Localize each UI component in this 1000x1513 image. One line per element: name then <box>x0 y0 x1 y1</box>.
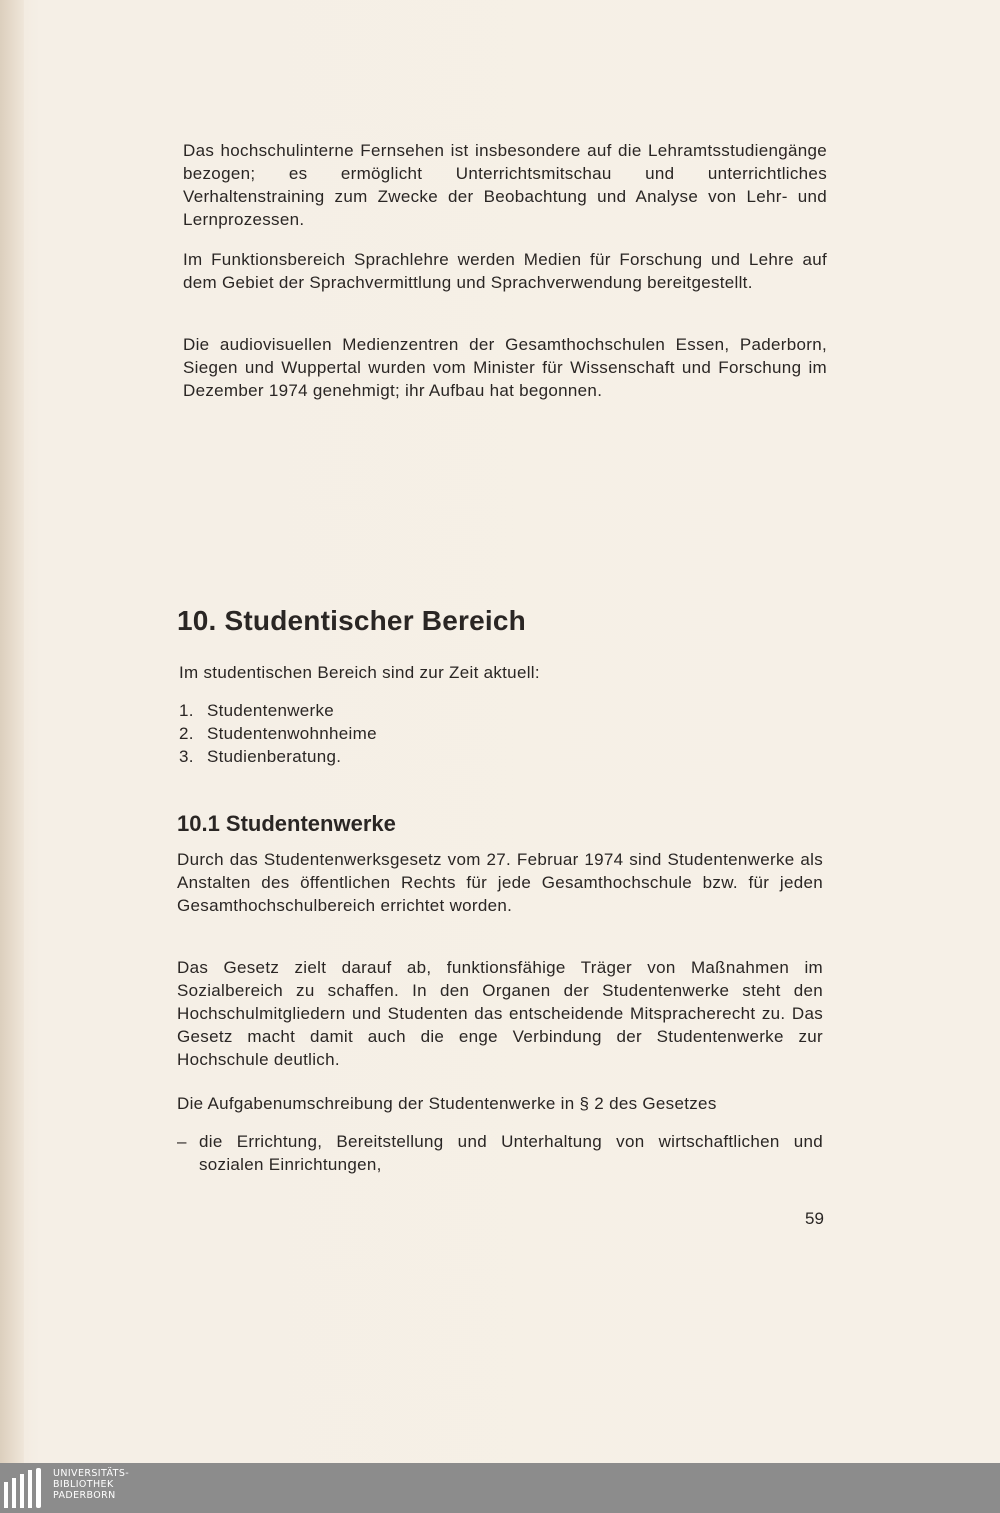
list-item-label: Studentenwohnheime <box>207 724 377 743</box>
library-name <box>53 1468 129 1501</box>
page-number: 59 <box>805 1209 824 1228</box>
dash-item-text: die Errichtung, Bereitstellung und Unterhaltung von wirtschaftlichen und sozialen Einrichtungen, <box>199 1132 823 1174</box>
paragraph-sprachlehre: Im Funktionsbereich Sprachlehre werden Medien für Forschung und Lehre auf dem Gebiet der Sprachvermittlung und Sprachverwendung bereitgestellt. <box>183 250 827 292</box>
list-item-number: 1. <box>179 701 194 720</box>
library-name-line: UNIVERSITÄTS- <box>53 1468 130 1479</box>
paragraph-fernsehen: Das hochschulinterne Fernsehen ist insbesondere auf die Lehramtsstudiengänge bezogen; es ermöglicht Unterrichtsmitschau und unterrichtliches Verhaltenstraining zum Zwecke der Beobachtung und Analyse von Lehr- und Lernprozessen. <box>183 141 827 229</box>
library-name-line: BIBLIOTHEK <box>53 1479 114 1490</box>
paragraph-ziel: Das Gesetz zielt darauf ab, funktionsfähige Träger von Maßnahmen im Sozialbereich zu schaffen. In den Organen der Studentenwerke steht den Hochschulmitgliedern und Studenten das entscheidende Mitspracherecht zu. Das Gesetz macht damit auch die enge Verbindung der Studentenwerke zur Hochschule deutlich. <box>177 958 823 1069</box>
list-item <box>179 722 377 745</box>
section-intro: Im studentischen Bereich sind zur Zeit aktuell: <box>179 663 540 682</box>
list-item-number: 3. <box>179 747 194 766</box>
library-logo-icon <box>4 1468 46 1508</box>
dash-list-item <box>177 1130 823 1176</box>
library-footer-bar <box>0 1463 1000 1513</box>
paragraph-aufgaben: Die Aufgabenumschreibung der Studentenwerke in § 2 des Gesetzes <box>177 1094 717 1113</box>
library-name-line: PADERBORN <box>53 1490 116 1501</box>
list-item <box>179 699 377 722</box>
list-item-number: 2. <box>179 724 194 743</box>
list-item-label: Studienberatung. <box>207 747 342 766</box>
numbered-list <box>179 699 377 768</box>
dash-marker: – <box>177 1132 187 1151</box>
subsection-heading: 10.1 Studentenwerke <box>177 811 396 836</box>
paragraph-gesetz: Durch das Studentenwerksgesetz vom 27. Februar 1974 sind Studentenwerke als Anstalten des öffentlichen Rechts für jede Gesamthochschule bzw. für jeden Gesamthochschulbereich errichtet worden. <box>177 850 823 915</box>
section-heading: 10. Studentischer Bereich <box>177 605 526 636</box>
paragraph-medienzentren: Die audiovisuellen Medienzentren der Gesamthochschulen Essen, Paderborn, Siegen und Wuppertal wurden vom Minister für Wissenschaft und Forschung im Dezember 1974 genehmigt; ihr Aufbau hat begonnen. <box>183 335 827 400</box>
page-spine-shadow <box>0 0 24 1463</box>
list-item-label: Studentenwerke <box>207 701 335 720</box>
list-item <box>179 745 377 768</box>
